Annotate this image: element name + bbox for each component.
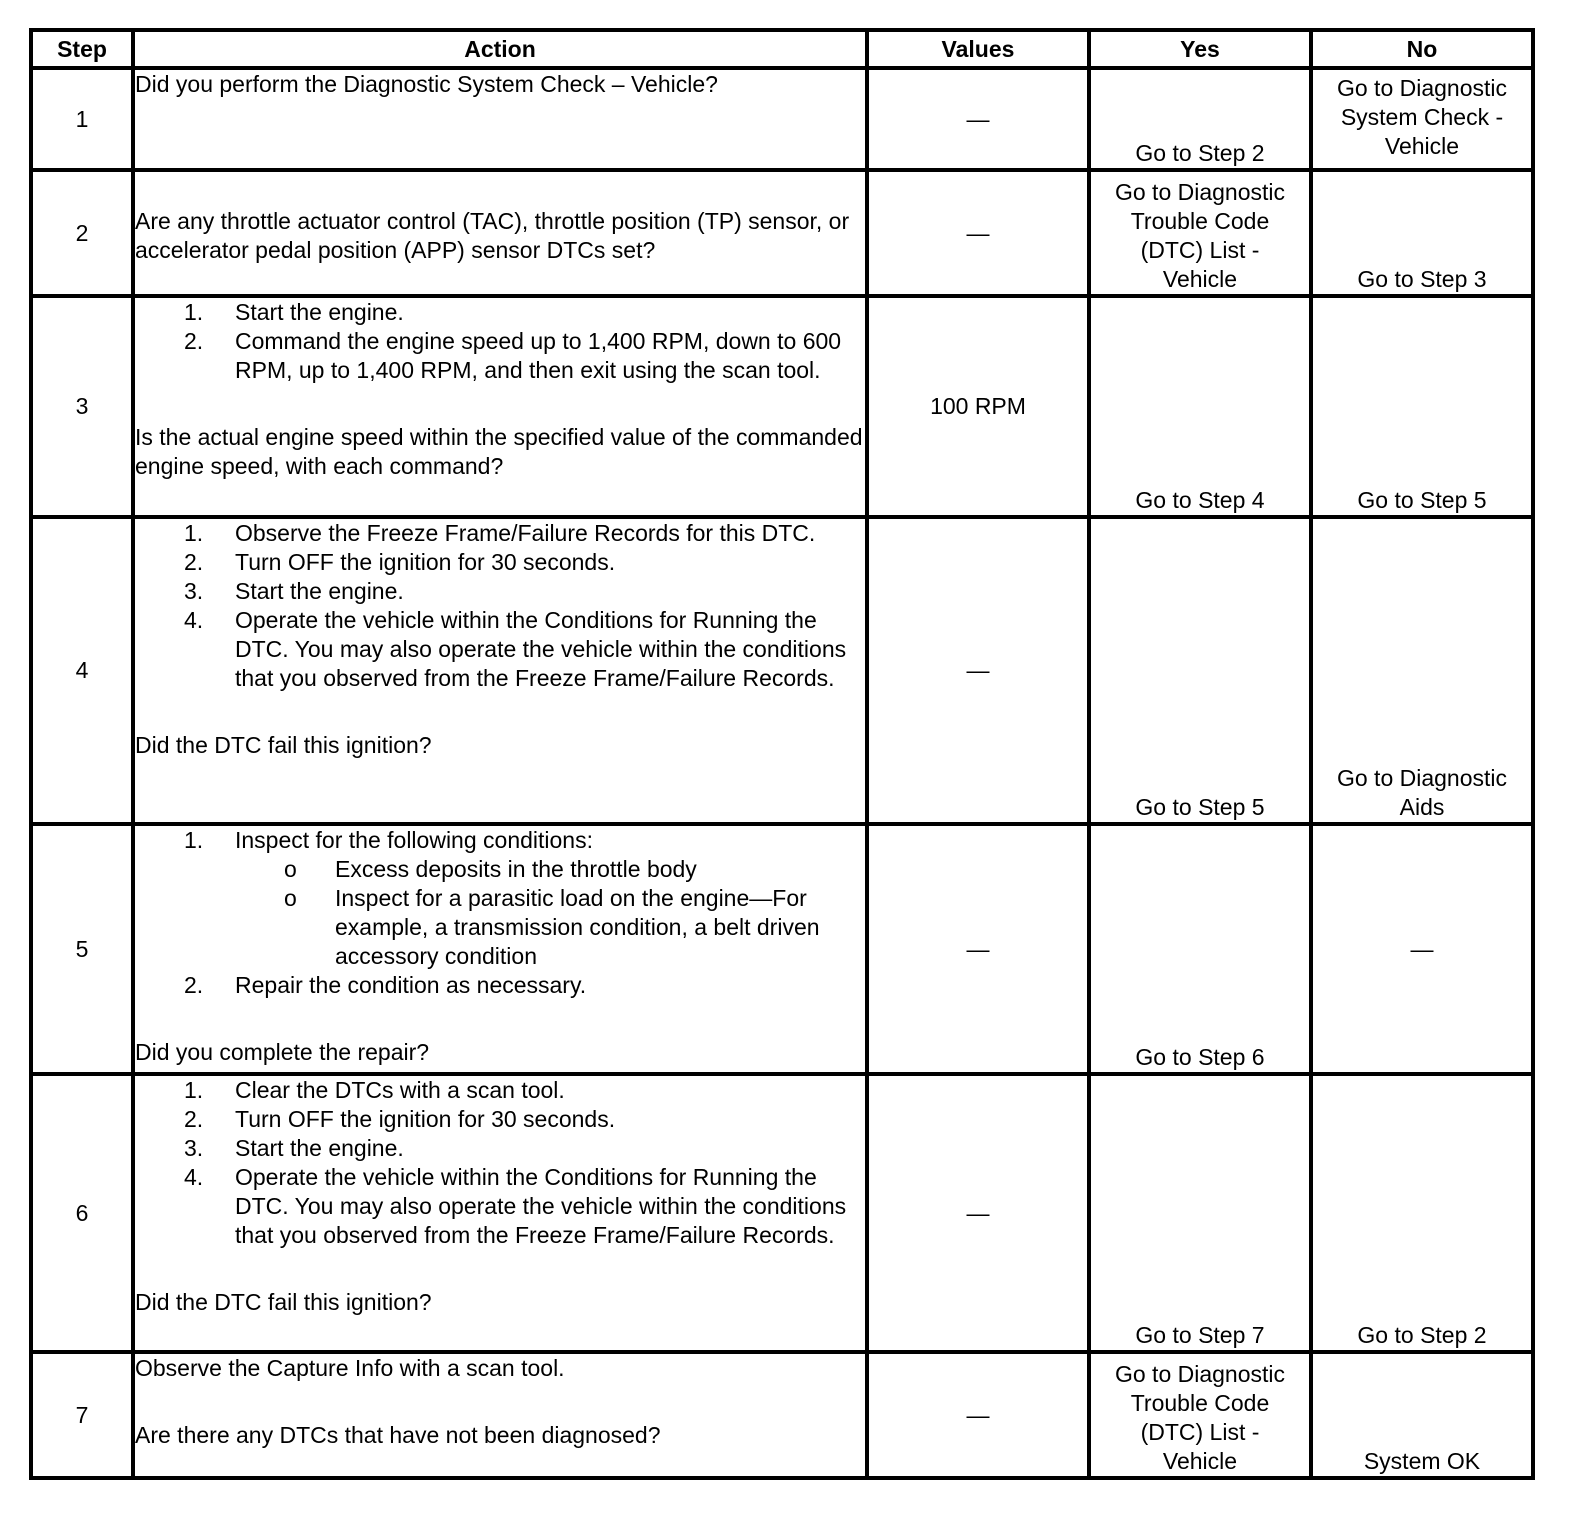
step-item-number: 4. — [184, 607, 204, 633]
bullet-icon: o — [284, 885, 297, 911]
action-steps — [135, 826, 865, 1000]
yes-cell: Go to Step 6 — [1089, 824, 1311, 1074]
action-step-item — [135, 1163, 865, 1250]
step-item-text: Clear the DTCs with a scan tool. — [235, 1077, 565, 1103]
value-cell: — — [867, 170, 1089, 296]
action-step-item — [135, 327, 865, 385]
header-no: No — [1311, 30, 1533, 68]
action-cell — [133, 68, 867, 170]
value-cell: 100 RPM — [867, 296, 1089, 517]
action-steps — [135, 519, 865, 693]
step-item-text: Operate the vehicle within the Conditions for Running the DTC. You may also operate the vehicle within the conditions that you observed from the Freeze Frame/Failure Records. — [235, 607, 847, 691]
value-cell: — — [867, 517, 1089, 824]
step-item-number: 1. — [184, 520, 204, 546]
no-cell: Go to Step 2 — [1311, 1074, 1533, 1352]
step-item-number: 2. — [184, 328, 204, 354]
bullet-icon: o — [284, 856, 297, 882]
step-item-text: Start the engine. — [235, 1135, 404, 1161]
action-step-item — [135, 826, 865, 971]
header-action: Action — [133, 30, 867, 68]
no-cell: System OK — [1311, 1352, 1533, 1478]
step-number: 1 — [31, 68, 133, 170]
value-cell: — — [867, 1074, 1089, 1352]
step-item-number: 4. — [184, 1164, 204, 1190]
yes-cell — [1089, 170, 1311, 296]
yes-text: Go to Diagnostic Trouble Code (DTC) List - Vehicle — [1114, 1361, 1286, 1474]
step-item-text: Turn OFF the ignition for 30 seconds. — [235, 549, 616, 575]
step-item-number: 2. — [184, 549, 204, 575]
step-number: 6 — [31, 1074, 133, 1352]
step-item-number: 2. — [184, 1106, 204, 1132]
header-yes: Yes — [1089, 30, 1311, 68]
action-question: Did you complete the repair? — [135, 1039, 430, 1065]
header-step: Step — [31, 30, 133, 68]
header-row — [31, 30, 1533, 68]
table-row-step-5 — [31, 824, 1533, 1074]
step-item-text: Start the engine. — [235, 299, 404, 325]
action-step-item — [135, 1076, 865, 1105]
action-step-item — [135, 971, 865, 1000]
action-step-item — [135, 298, 865, 327]
yes-cell: Go to Step 4 — [1089, 296, 1311, 517]
step-item-text: Observe the Freeze Frame/Failure Records for this DTC. — [235, 520, 816, 546]
sub-conditions — [235, 855, 865, 971]
yes-cell: Go to Step 7 — [1089, 1074, 1311, 1352]
action-cell — [133, 824, 867, 1074]
step-item-number: 1. — [184, 1077, 204, 1103]
no-cell — [1311, 68, 1533, 170]
no-cell: Go to Step 5 — [1311, 296, 1533, 517]
yes-cell — [1089, 1352, 1311, 1478]
no-cell: Go to Step 3 — [1311, 170, 1533, 296]
step-item-text: Turn OFF the ignition for 30 seconds. — [235, 1106, 616, 1132]
step-number: 7 — [31, 1352, 133, 1478]
action-step-item — [135, 1134, 865, 1163]
action-steps — [135, 298, 865, 385]
table-row-step-6 — [31, 1074, 1533, 1352]
action-question: Did the DTC fail this ignition? — [135, 732, 432, 758]
action-question: Did the DTC fail this ignition? — [135, 1289, 432, 1315]
value-cell: — — [867, 68, 1089, 170]
action-step-item — [135, 1105, 865, 1134]
sub-condition-text: Inspect for a parasitic load on the engine—For example, a transmission condition, a belt driven accessory condition — [335, 885, 820, 969]
no-cell: — — [1311, 824, 1533, 1074]
action-step-item — [135, 548, 865, 577]
step-item-number: 2. — [184, 972, 204, 998]
table-row-step-7 — [31, 1352, 1533, 1478]
diagnostic-table — [29, 28, 1535, 1480]
step-item-text: Repair the condition as necessary. — [235, 972, 587, 998]
table-row-step-4 — [31, 517, 1533, 824]
action-cell — [133, 1074, 867, 1352]
value-cell: — — [867, 1352, 1089, 1478]
step-number: 3 — [31, 296, 133, 517]
sub-condition-item — [235, 855, 865, 884]
table-row-step-3 — [31, 296, 1533, 517]
action-cell — [133, 170, 867, 296]
step-item-number: 3. — [184, 578, 204, 604]
yes-cell: Go to Step 2 — [1089, 68, 1311, 170]
no-text: Go to Diagnostic Aids — [1336, 765, 1508, 820]
step-number: 2 — [31, 170, 133, 296]
table-row-step-1 — [31, 68, 1533, 170]
action-step-item — [135, 519, 865, 548]
no-cell — [1311, 517, 1533, 824]
sub-condition-item — [235, 884, 865, 971]
step-item-number: 3. — [184, 1135, 204, 1161]
action-intro: Observe the Capture Info with a scan tool. — [135, 1355, 565, 1381]
step-item-text: Inspect for the following conditions: — [235, 827, 593, 853]
step-number: 4 — [31, 517, 133, 824]
action-step-item — [135, 577, 865, 606]
sub-condition-text: Excess deposits in the throttle body — [335, 856, 697, 882]
action-cell — [133, 517, 867, 824]
step-item-number: 1. — [184, 827, 204, 853]
step-item-text: Start the engine. — [235, 578, 404, 604]
step-item-text: Command the engine speed up to 1,400 RPM, down to 600 RPM, up to 1,400 RPM, and then exit using the scan tool. — [235, 328, 842, 383]
step-item-number: 1. — [184, 299, 204, 325]
step-item-text: Operate the vehicle within the Conditions for Running the DTC. You may also operate the vehicle within the conditions that you observed from the Freeze Frame/Failure Records. — [235, 1164, 847, 1248]
action-step-item — [135, 606, 865, 693]
action-question: Did you perform the Diagnostic System Check – Vehicle? — [135, 71, 718, 97]
step-number: 5 — [31, 824, 133, 1074]
action-cell — [133, 1352, 867, 1478]
yes-cell: Go to Step 5 — [1089, 517, 1311, 824]
action-steps — [135, 1076, 865, 1250]
action-cell — [133, 296, 867, 517]
action-question: Are there any DTCs that have not been diagnosed? — [135, 1422, 661, 1448]
no-text: Go to Diagnostic System Check - Vehicle — [1336, 75, 1508, 159]
table-row-step-2 — [31, 170, 1533, 296]
yes-text: Go to Diagnostic Trouble Code (DTC) List - Vehicle — [1114, 179, 1286, 292]
value-cell: — — [867, 824, 1089, 1074]
header-values: Values — [867, 30, 1089, 68]
action-question: Are any throttle actuator control (TAC), throttle position (TP) sensor, or accelerator pedal position (APP) sensor DTCs set? — [135, 208, 850, 263]
action-question: Is the actual engine speed within the specified value of the commanded engine speed, with each command? — [135, 424, 863, 479]
